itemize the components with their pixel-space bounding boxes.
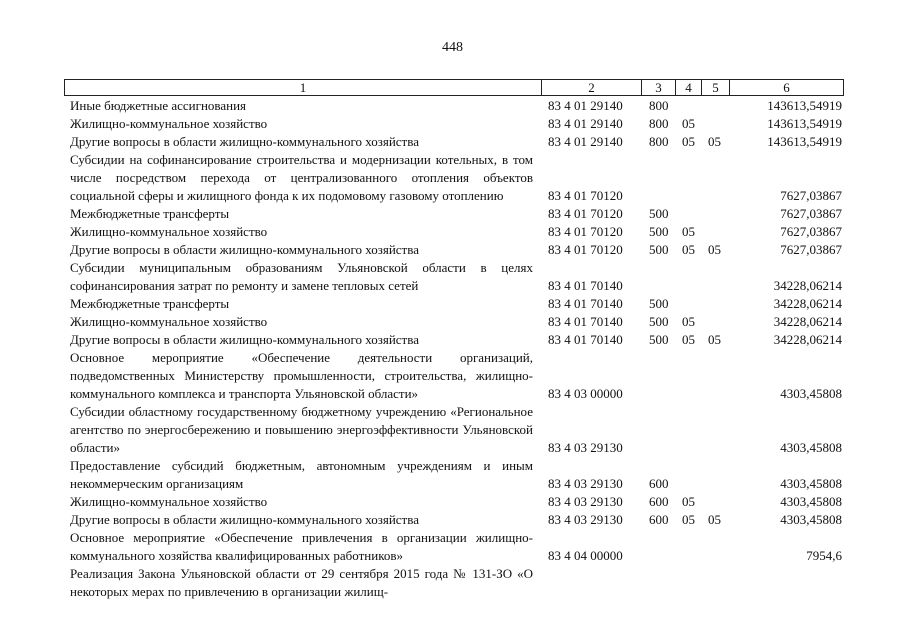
row-name: Межбюджетные трансферты — [70, 206, 230, 221]
row-amount: 4303,45808 — [780, 386, 842, 401]
table-row — [0, 403, 905, 457]
row-name: Жилищно-коммунальное хозяйство — [70, 314, 268, 329]
row-col-5: 05 — [708, 512, 721, 527]
table-row — [0, 97, 905, 115]
row-code: 83 4 04 00000 — [548, 548, 623, 563]
row-code: 83 4 01 29140 — [548, 134, 623, 149]
row-amount: 4303,45808 — [780, 512, 842, 527]
row-name: Другие вопросы в области жилищно-коммунального хозяйства — [70, 134, 419, 149]
row-code: 83 4 01 70140 — [548, 314, 623, 329]
table-row — [0, 457, 905, 493]
row-name: Жилищно-коммунальное хозяйство — [70, 116, 268, 131]
row-col-3: 800 — [649, 98, 669, 113]
row-name: Субсидии на софинансирование строительства и модернизации котельных, в том числе посредством перехода от централизованного отопления объектов социальной сферы и жилищного фонда к их подомовому газовому отоплению — [70, 152, 533, 203]
row-col-4: 05 — [682, 224, 695, 239]
row-code: 83 4 03 00000 — [548, 386, 623, 401]
page-number: 448 — [442, 40, 463, 55]
row-amount: 34228,06214 — [773, 314, 842, 329]
row-col-3: 500 — [649, 206, 669, 221]
row-amount: 143613,54919 — [767, 116, 842, 131]
row-name: Субсидии муниципальным образованиям Ульяновской области в целях софинансирования затрат по ремонту и замене тепловых сетей — [70, 260, 533, 293]
row-col-3: 600 — [649, 476, 669, 491]
row-amount: 7627,03867 — [780, 242, 842, 257]
row-name: Иные бюджетные ассигнования — [70, 98, 247, 113]
column-header-3: 3 — [655, 80, 662, 95]
column-header-1: 1 — [299, 80, 307, 95]
row-col-3: 500 — [649, 242, 669, 257]
table-row — [0, 115, 905, 133]
row-amount: 7954,6 — [806, 548, 842, 563]
row-name: Жилищно-коммунальное хозяйство — [70, 494, 268, 509]
column-header-4: 4 — [685, 80, 692, 95]
row-code: 83 4 03 29130 — [548, 494, 623, 509]
table-row — [0, 223, 905, 241]
table-row — [0, 241, 905, 259]
row-col-3: 800 — [649, 134, 669, 149]
table-row — [0, 259, 905, 295]
row-col-3: 500 — [649, 296, 669, 311]
table-row — [0, 529, 905, 565]
row-col-3: 600 — [649, 494, 669, 509]
row-amount: 7627,03867 — [780, 224, 842, 239]
budget-table-body — [0, 97, 905, 601]
row-amount: 7627,03867 — [780, 206, 842, 221]
row-amount: 34228,06214 — [773, 332, 842, 347]
table-row — [0, 151, 905, 205]
row-name: Другие вопросы в области жилищно-коммунального хозяйства — [70, 332, 419, 347]
table-row — [0, 511, 905, 529]
row-name: Основное мероприятие «Обеспечение привлечения в организации жилищно-коммунального хозяйства квалифицированных работников» — [70, 530, 533, 563]
row-name: Жилищно-коммунальное хозяйство — [70, 224, 268, 239]
row-col-3: 600 — [649, 512, 669, 527]
table-column-header — [64, 79, 844, 96]
table-row — [0, 565, 905, 601]
row-amount: 4303,45808 — [780, 494, 842, 509]
row-name: Основное мероприятие «Обеспечение деятельности организаций, подведомственных Министерству промышленности, строительства, жилищно-коммунального комплекса и транспорта Ульяновской области» — [70, 350, 533, 401]
row-name: Другие вопросы в области жилищно-коммунального хозяйства — [70, 512, 419, 527]
row-code: 83 4 01 70140 — [548, 332, 623, 347]
row-col-5: 05 — [708, 332, 721, 347]
row-code: 83 4 01 70120 — [548, 188, 623, 203]
row-name: Субсидии областному государственному бюджетному учреждению «Региональное агентство по энергосбережению и повышению энергоэффективности Ульяновской области» — [70, 404, 533, 455]
row-col-4: 05 — [682, 332, 695, 347]
row-code: 83 4 01 29140 — [548, 116, 623, 131]
row-col-3: 800 — [649, 116, 669, 131]
row-col-3: 500 — [649, 224, 669, 239]
row-col-4: 05 — [682, 512, 695, 527]
row-amount: 143613,54919 — [767, 134, 842, 149]
row-col-4: 05 — [682, 116, 695, 131]
row-code: 83 4 01 70140 — [548, 278, 623, 293]
row-col-4: 05 — [682, 242, 695, 257]
row-col-4: 05 — [682, 314, 695, 329]
row-code: 83 4 03 29130 — [548, 440, 623, 455]
table-row — [0, 313, 905, 331]
row-amount: 34228,06214 — [773, 296, 842, 311]
row-name: Реализация Закона Ульяновской области от 29 сентября 2015 года № 131-ЗО «О некоторых мерах по привлечению в организации жилищ- — [70, 566, 533, 599]
row-amount: 4303,45808 — [780, 476, 842, 491]
row-col-3: 500 — [649, 314, 669, 329]
row-code: 83 4 01 70120 — [548, 224, 623, 239]
row-col-5: 05 — [708, 242, 721, 257]
row-code: 83 4 01 29140 — [548, 98, 623, 113]
row-col-4: 05 — [682, 134, 695, 149]
table-row — [0, 331, 905, 349]
row-amount: 4303,45808 — [780, 440, 842, 455]
row-name: Предоставление субсидий бюджетным, автономным учреждениям и иным некоммерческим организациям — [70, 458, 533, 491]
row-name: Межбюджетные трансферты — [70, 296, 230, 311]
table-row — [0, 493, 905, 511]
column-header-6: 6 — [783, 80, 790, 95]
row-name: Другие вопросы в области жилищно-коммунального хозяйства — [70, 242, 419, 257]
row-amount: 143613,54919 — [767, 98, 842, 113]
table-row — [0, 295, 905, 313]
table-row — [0, 349, 905, 403]
row-code: 83 4 01 70120 — [548, 206, 623, 221]
column-header-5: 5 — [712, 80, 719, 95]
table-row — [0, 133, 905, 151]
table-row — [0, 205, 905, 223]
row-code: 83 4 03 29130 — [548, 476, 623, 491]
row-amount: 34228,06214 — [773, 278, 842, 293]
row-col-5: 05 — [708, 134, 721, 149]
row-amount: 7627,03867 — [780, 188, 842, 203]
row-code: 83 4 01 70120 — [548, 242, 623, 257]
column-header-2: 2 — [588, 80, 595, 95]
row-code: 83 4 03 29130 — [548, 512, 623, 527]
row-code: 83 4 01 70140 — [548, 296, 623, 311]
row-col-4: 05 — [682, 494, 695, 509]
row-col-3: 500 — [649, 332, 669, 347]
